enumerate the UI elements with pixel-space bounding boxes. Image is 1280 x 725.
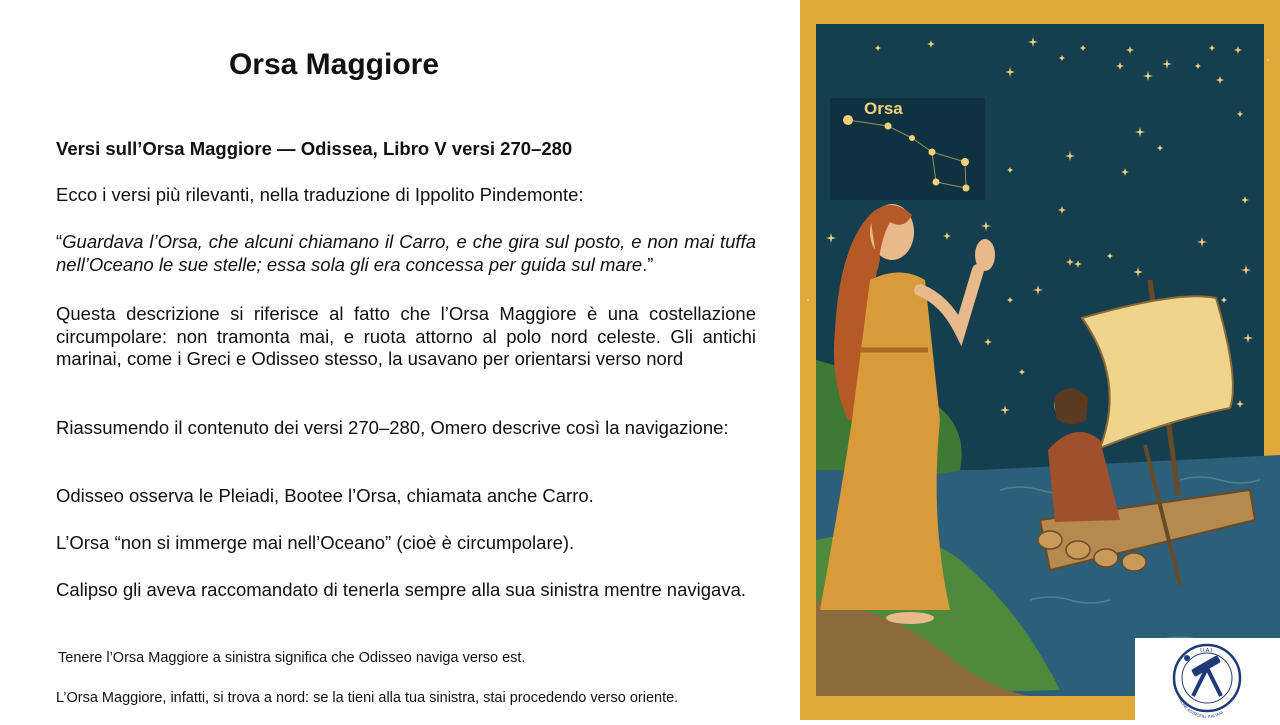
slide-title: Orsa Maggiore: [228, 48, 440, 81]
east-note: Tenere l’Orsa Maggiore a sinistra significa che Odisseo naviga verso est.: [58, 650, 526, 666]
quote-close: .”: [642, 253, 654, 275]
uai-logo: [1135, 638, 1280, 720]
constellation-label: Orsa: [864, 99, 903, 118]
odyssey-illustration: [800, 0, 1280, 720]
calipso-paragraph: Calipso gli aveva raccomandato di tenerla sempre alla sua sinistra mentre navigava.: [56, 579, 746, 600]
constellation-panel: [830, 98, 985, 200]
pleiadi-paragraph: Odisseo osserva le Pleiadi, Bootee l’Orsa, chiamata anche Carro.: [56, 485, 594, 506]
quote-open: “: [56, 231, 63, 252]
logo-box: [1135, 638, 1280, 720]
logo-top-text: U.A.I.: [1200, 648, 1214, 654]
north-note: L’Orsa Maggiore, infatti, si trova a nord: se la tieni alla tua sinistra, stai procedendo verso oriente.: [56, 690, 679, 706]
summary-paragraph: Riassumendo il contenuto dei versi 270–280, Omero descrive così la navigazione:: [56, 417, 729, 438]
quote-paragraph: [56, 231, 756, 276]
logo-ring-text: UNIONE ASTROFILI ITALIANI: [1176, 694, 1224, 720]
slide-subtitle: Versi sull’Orsa Maggiore — Odissea, Libro V versi 270–280: [56, 138, 573, 159]
ocean-paragraph: L’Orsa “non si immerge mai nell’Oceano” (cioè è circumpolare).: [56, 532, 575, 553]
star-dot-icon: [1184, 655, 1190, 661]
quote-text: Guardava l’Orsa, che alcuni chiamano il Carro, e che gira sul posto, e non mai tuffa nell’Oceano le sue stelle; essa sola gli era concessa per guida sul mare: [56, 231, 756, 275]
description-paragraph: Questa descrizione si riferisce al fatto che l’Orsa Maggiore è una costellazione circumpolare: non tramonta mai, e ruota attorno al polo nord celeste. Gli antichi marinai, come i Greci e Odisseo stesso, la usavano per orientarsi verso nord: [56, 303, 756, 369]
intro-paragraph: Ecco i versi più rilevanti, nella traduzione di Ippolito Pindemonte:: [56, 184, 584, 205]
